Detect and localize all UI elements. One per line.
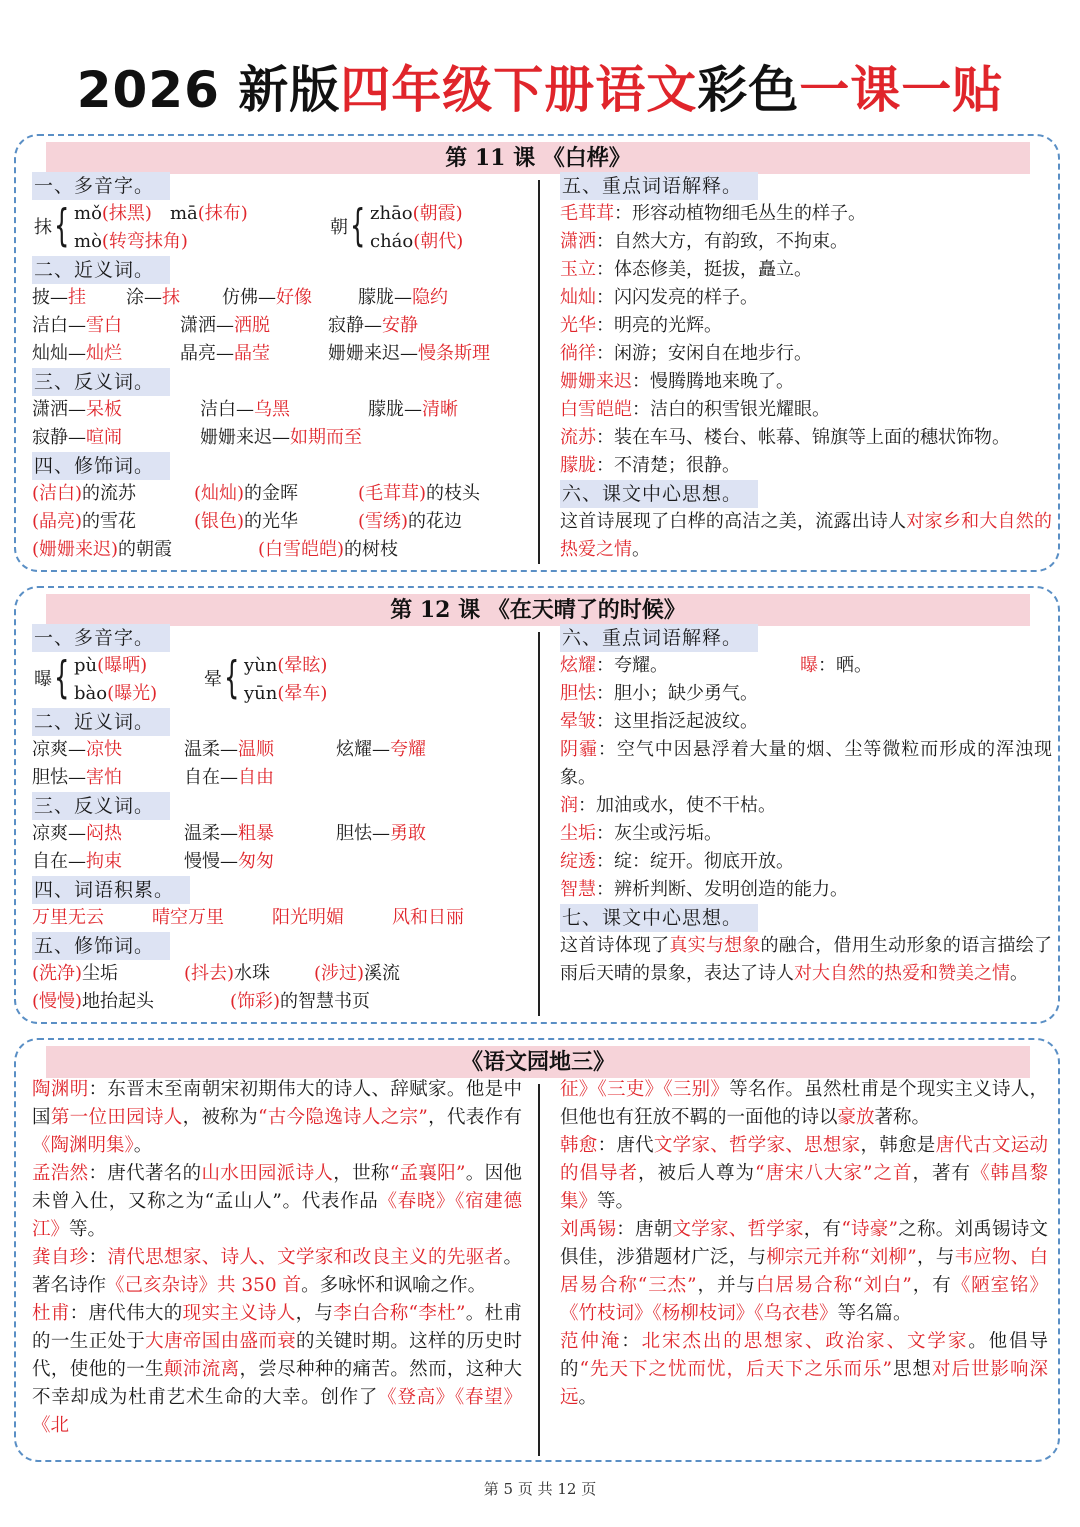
l12-synonyms	[32, 736, 532, 792]
word-pair: (白雪皑皑)的树枝	[258, 539, 399, 560]
l11-syn-heading: 二、近义词。	[32, 256, 170, 284]
word: (曝光)	[107, 683, 158, 704]
word: (曝晒)	[97, 655, 148, 676]
word-pair: 胆怯—勇敢	[336, 823, 426, 844]
l12-exp-heading: 六、重点词语解释。	[560, 624, 758, 652]
word-pair: (雪绣)的花边	[358, 511, 463, 532]
pinyin: mǒ	[74, 203, 102, 224]
definition-item: 白雪皑皑：洁白的积雪银光耀眼。	[560, 399, 830, 420]
pinyin: zhāo	[370, 203, 413, 224]
garden-right	[560, 1076, 1048, 1412]
word: (朝代)	[413, 231, 464, 252]
definition-item: 绽透：绽：绽开。彻底开放。	[560, 851, 794, 872]
l12-ant-heading: 三、反义词。	[32, 792, 170, 820]
definition-item: 流苏：装在车马、楼台、帐幕、锦旗等上面的穗状饰物。	[560, 427, 1010, 448]
l12-accumulate-row	[32, 904, 532, 932]
definition-item: 润：加油或水，使不干枯。	[560, 795, 776, 816]
word-pair: 自在—自由	[184, 767, 274, 788]
l11-explanations	[560, 200, 1052, 480]
word-pair: 姗姗来迟—慢条斯理	[328, 343, 490, 364]
poet-paragraph: 韩愈：唐代文学家、哲学家、思想家，韩愈是唐代古文运动的倡导者，被后人尊为“唐宋八大家”之首，著有《韩昌黎集》等。	[560, 1135, 1048, 1212]
theme-highlight: 对大自然的热爱和赞美之情	[794, 963, 1010, 984]
idiom: 风和日丽	[392, 907, 464, 928]
l11-ant-heading: 三、反义词。	[32, 368, 170, 396]
word-pair: (饰彩)的智慧书页	[230, 991, 371, 1012]
word: (朝霞)	[412, 203, 463, 224]
word-pair: (灿灿)的金晖	[194, 483, 299, 504]
theme-highlight: 对家乡和大	[906, 511, 998, 532]
word-pair: 温柔—温顺	[184, 739, 274, 760]
title-mid: 彩色	[697, 61, 800, 119]
definition-item: 灿灿：闪闪发亮的样子。	[560, 287, 758, 308]
word-row	[32, 820, 532, 848]
l12-modifiers	[32, 960, 532, 1016]
definition-item: 潇洒：自然大方，有韵致，不拘束。	[560, 231, 848, 252]
word: (晕车)	[277, 683, 328, 704]
word-pair: (晶亮)的雪花	[32, 511, 137, 532]
l12-poly-line1	[74, 652, 147, 680]
garden-card	[14, 1038, 1060, 1462]
definition-item-extra: 曝：晒。	[800, 655, 872, 676]
word-row	[32, 340, 532, 368]
garden-header: 《语文园地三》	[46, 1046, 1030, 1078]
definition-item: 阴霾：空气中因悬浮着大量的烟、尘等微粒而形成的浑浊现象。	[560, 739, 1052, 788]
theme-text: 。	[1010, 963, 1028, 984]
lesson11-header: 第 11 课 《白桦》	[46, 142, 1030, 174]
brace-icon: {	[54, 652, 70, 703]
word-pair: (毛茸茸)的枝头	[358, 483, 481, 504]
pinyin: pù	[74, 655, 98, 676]
word: (抹黑)	[101, 203, 152, 224]
l11-theme-text	[560, 508, 1052, 564]
l11-poly-line2	[74, 228, 188, 256]
lesson12-header: 第 12 课 《在天晴了的时候》	[46, 594, 1030, 626]
l11-poly-line1	[74, 200, 248, 228]
lesson12-left	[32, 624, 532, 1016]
word-row	[32, 508, 532, 536]
lesson11-divider	[538, 180, 540, 564]
word-pair: (抖去)水珠	[184, 963, 271, 984]
lesson11-right	[560, 172, 1052, 564]
l12-theme-heading: 七、课文中心思想。	[560, 904, 758, 932]
word-row	[32, 312, 532, 340]
l11-poly-heading: 一、多音字。	[32, 172, 170, 200]
word-pair: 自在—拘束	[32, 851, 122, 872]
definition-item: 玉立：体态修美，挺拔，矗立。	[560, 259, 812, 280]
word-row	[32, 960, 532, 988]
word-pair: 炫耀—夸耀	[336, 739, 426, 760]
theme-highlight: 真实与想象	[669, 935, 761, 956]
word-pair: (涉过)溪流	[314, 963, 401, 984]
definition-item: 胆怯：胆小；缺少勇气。	[560, 683, 758, 704]
lesson12-divider	[538, 632, 540, 1016]
brace-icon: {	[224, 652, 240, 703]
poet-paragraph: 征》《三吏》《三别》等名作。虽然杜甫是个现实主义诗人，但他也有狂放不羁的一面他的诗以豪放著称。	[560, 1079, 1048, 1128]
title-prefix: 2026 新版	[76, 61, 341, 119]
l12-theme-text	[560, 932, 1052, 988]
page-title	[0, 52, 1080, 128]
word-pair: 洁白—雪白	[32, 315, 122, 336]
word-pair: 胆怯—害怕	[32, 767, 122, 788]
theme-text: 这首诗展现了白桦的高洁之美，流露出诗人	[560, 511, 907, 532]
brace-icon: {	[350, 200, 366, 251]
word-pair: 朦胧—清晰	[368, 399, 458, 420]
word-pair: 潇洒—洒脱	[180, 315, 270, 336]
l11-modifiers	[32, 480, 532, 564]
idiom: 万里无云	[32, 907, 104, 928]
l12-syn-heading: 二、近义词。	[32, 708, 170, 736]
pinyin: yūn	[244, 683, 278, 704]
definition-item: 晕皱：这里指泛起波纹。	[560, 711, 758, 732]
l11-theme-heading: 六、课文中心思想。	[560, 480, 758, 508]
poet-paragraph: 孟浩然：唐代著名的山水田园派诗人，世称“孟襄阳”。因他未曾入仕，又称之为“孟山人”。代表作品《春晓》《宿建德江》等。	[32, 1163, 522, 1240]
l12-poly-heading: 一、多音字。	[32, 624, 170, 652]
theme-text: 这首诗体现了	[560, 935, 670, 956]
word-pair: (慢慢)地抬起头	[32, 991, 155, 1012]
brace-icon: {	[54, 200, 70, 251]
word-pair: 寂静—安静	[328, 315, 418, 336]
definition-item: 尘垢：灰尘或污垢。	[560, 823, 722, 844]
word-row	[32, 284, 532, 312]
l12-explanations	[560, 652, 1052, 904]
word: (抹布)	[197, 203, 248, 224]
word-row	[32, 988, 532, 1016]
l12-acc-heading: 四、词语积累。	[32, 876, 190, 904]
pinyin: mā	[169, 203, 198, 224]
l12-antonyms	[32, 820, 532, 876]
word-pair: (银色)的光华	[194, 511, 299, 532]
l12-poly-groups	[32, 652, 532, 708]
l12-poly-char2: 晕	[204, 669, 222, 690]
definition-item: 朦胧：不清楚；很静。	[560, 455, 740, 476]
word: (转弯抹角)	[101, 231, 188, 252]
theme-highlight: 自然的热爱之情	[560, 511, 1053, 560]
word-row	[32, 536, 532, 564]
lesson11-card	[14, 134, 1060, 572]
definition-item: 徜徉：闲游；安闲自在地步行。	[560, 343, 812, 364]
word-pair: 凉爽—凉快	[32, 739, 122, 760]
l11-antonyms	[32, 396, 532, 452]
theme-text: 的融合，借用生动形象的语言描绘了雨后天晴的景象，表达了诗人	[560, 935, 1053, 984]
pinyin: bào	[74, 683, 108, 704]
word-pair: 朦胧—隐约	[358, 287, 448, 308]
theme-text: 。	[632, 539, 650, 560]
pinyin: mò	[74, 231, 102, 252]
l11-poly-char1: 抹	[34, 217, 52, 238]
l12-poly2-line1	[244, 652, 327, 680]
garden-divider	[538, 1084, 540, 1456]
poet-paragraph: 杜甫：唐代伟大的现实主义诗人，与李白合称“李杜”。杜甫的一生正处于大唐帝国由盛而衰的关键时期。这样的历史时代，使他的一生颠沛流离，尝尽种种的痛苦。然而，这种大不幸却成为杜甫艺术生命的大幸。创作了《登高》《春望》《北	[32, 1303, 522, 1436]
l11-poly2-line2	[370, 228, 463, 256]
l12-poly-line2	[74, 680, 157, 708]
idiom: 晴空万里	[152, 907, 224, 928]
l11-mod-heading: 四、修饰词。	[32, 452, 170, 480]
lesson11-left	[32, 172, 532, 564]
word-pair: 温柔—粗暴	[184, 823, 274, 844]
l12-poly2-line2	[244, 680, 327, 708]
definition-item: 姗姗来迟：慢腾腾地来晚了。	[560, 371, 794, 392]
page-footer: 第 5 页 共 12 页	[483, 1480, 597, 1498]
word-pair: 姗姗来迟—如期而至	[200, 427, 362, 448]
word-row	[32, 764, 532, 792]
l11-poly-groups	[32, 200, 532, 256]
l12-mod-heading: 五、修饰词。	[32, 932, 170, 960]
word-pair: 仿佛—好像	[222, 287, 312, 308]
word-pair: (洁白)的流苏	[32, 483, 137, 504]
word-row	[32, 480, 532, 508]
word-pair: 凉爽—闷热	[32, 823, 122, 844]
word-pair: 灿灿—灿烂	[32, 343, 122, 364]
definition-item: 炫耀：夸耀。 曝：晒。	[560, 652, 1052, 680]
word-row	[32, 736, 532, 764]
word-pair: 慢慢—匆匆	[184, 851, 274, 872]
definition-item: 智慧：辨析判断、发明创造的能力。	[560, 879, 848, 900]
lesson12-right	[560, 624, 1052, 988]
word-pair: 涂—抹	[126, 287, 180, 308]
l11-poly2-line1	[370, 200, 463, 228]
word-row	[32, 848, 532, 876]
title-suffix: 一课一贴	[799, 61, 1004, 119]
idiom: 阳光明媚	[272, 907, 344, 928]
word-pair: (洗净)尘垢	[32, 963, 119, 984]
pinyin: cháo	[370, 231, 414, 252]
l12-poly-char1: 曝	[34, 669, 52, 690]
title-grade: 四年级下册语文	[340, 61, 698, 119]
l11-exp-heading: 五、重点词语解释。	[560, 172, 758, 200]
definition-item: 光华：明亮的光辉。	[560, 315, 722, 336]
poet-paragraph: 刘禹锡：唐朝文学家、哲学家，有“诗豪”之称。刘禹锡诗文俱佳，涉猎题材广泛，与柳宗元并称“刘柳”，与韦应物、白居易合称“三杰”，并与白居易合称“刘白”，有《陋室铭》《竹枝词》《杨柳枝词》《乌衣巷》等名篇。	[560, 1219, 1048, 1324]
poet-paragraph: 龚自珍：清代思想家、诗人、文学家和改良主义的先驱者。著名诗作《己亥杂诗》共 350 首。多咏怀和讽喻之作。	[32, 1247, 522, 1296]
lesson12-card	[14, 586, 1060, 1024]
definition-item: 毛茸茸：形容动植物细毛丛生的样子。	[560, 203, 866, 224]
garden-left	[32, 1076, 522, 1440]
word-pair: 晶亮—晶莹	[180, 343, 270, 364]
poet-paragraph: 范仲淹：北宋杰出的思想家、政治家、文学家。他倡导的“先天下之忧而忧，后天下之乐而乐”思想对后世影响深远。	[560, 1331, 1048, 1408]
word-row	[32, 424, 532, 452]
pinyin: yùn	[244, 655, 278, 676]
poet-paragraph: 陶渊明：东晋末至南朝宋初期伟大的诗人、辞赋家。他是中国第一位田园诗人，被称为“古今隐逸诗人之宗”，代表作有《陶渊明集》。	[32, 1079, 522, 1156]
word-pair: (姗姗来迟)的朝霞	[32, 539, 173, 560]
word: (晕眩)	[277, 655, 328, 676]
word-pair: 披—挂	[32, 287, 86, 308]
word-row	[32, 396, 532, 424]
word-pair: 潇洒—呆板	[32, 399, 122, 420]
word-pair: 洁白—乌黑	[200, 399, 290, 420]
l11-synonyms	[32, 284, 532, 368]
word-pair: 寂静—喧闹	[32, 427, 122, 448]
l11-poly-char2: 朝	[330, 217, 348, 238]
